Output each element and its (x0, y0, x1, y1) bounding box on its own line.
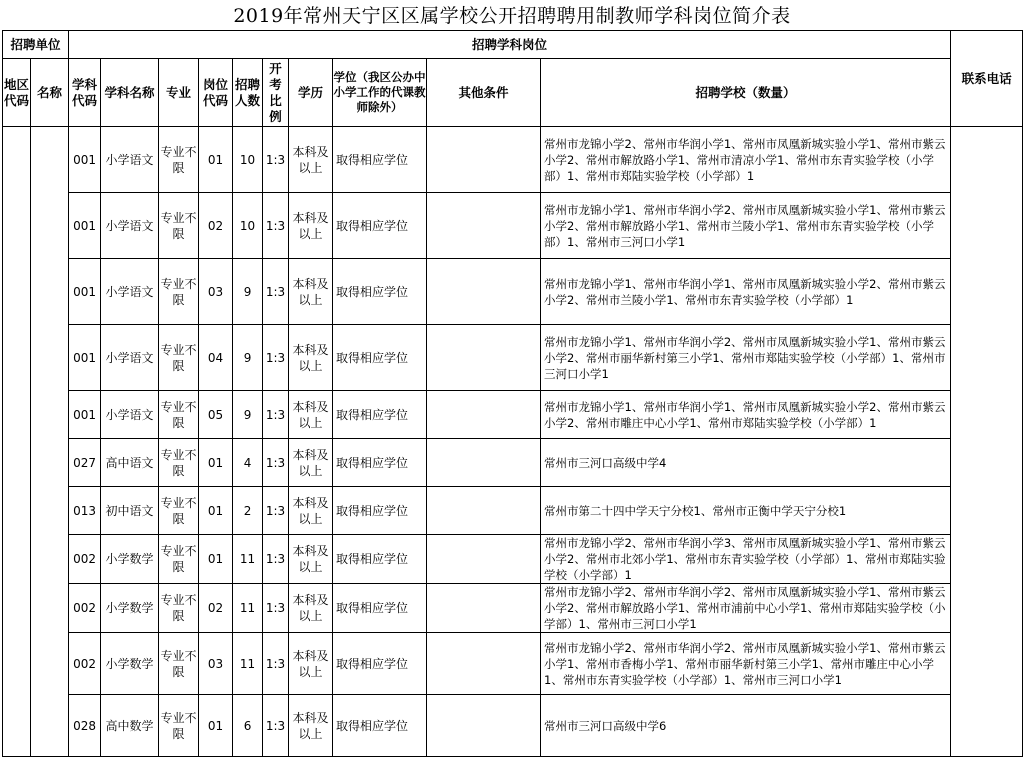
header-contact-phone: 联系电话 (951, 31, 1023, 127)
cell-degree: 取得相应学位 (333, 584, 427, 633)
cell-major: 专业不限 (159, 487, 199, 535)
cell-ratio: 1:3 (263, 487, 289, 535)
cell-other-conditions (427, 439, 541, 487)
cell-degree: 取得相应学位 (333, 439, 427, 487)
recruitment-table (2, 30, 1023, 757)
cell-education: 本科及以上 (289, 325, 333, 391)
cell-ratio: 1:3 (263, 127, 289, 193)
cell-education: 本科及以上 (289, 193, 333, 259)
cell-subject-code: 001 (69, 391, 101, 439)
cell-ratio: 1:3 (263, 193, 289, 259)
cell-ratio: 1:3 (263, 391, 289, 439)
header-area-code: 地区代码 (3, 59, 31, 127)
table-row (3, 391, 1023, 439)
cell-post-code: 03 (199, 633, 233, 695)
cell-ratio: 1:3 (263, 259, 289, 325)
cell-other-conditions (427, 193, 541, 259)
table-row (3, 259, 1023, 325)
cell-hires: 11 (233, 584, 263, 633)
cell-subject-name: 初中语文 (101, 487, 159, 535)
cell-post-code: 01 (199, 487, 233, 535)
cell-other-conditions (427, 487, 541, 535)
cell-hires: 10 (233, 127, 263, 193)
cell-degree: 取得相应学位 (333, 325, 427, 391)
cell-subject-name: 小学数学 (101, 535, 159, 584)
cell-hires: 6 (233, 695, 263, 757)
table-row (3, 193, 1023, 259)
cell-degree: 取得相应学位 (333, 633, 427, 695)
cell-major: 专业不限 (159, 325, 199, 391)
cell-ratio: 1:3 (263, 633, 289, 695)
cell-ratio: 1:3 (263, 695, 289, 757)
cell-major: 专业不限 (159, 193, 199, 259)
cell-education: 本科及以上 (289, 584, 333, 633)
cell-subject-code: 002 (69, 535, 101, 584)
header-recruiting-post: 招聘学科岗位 (69, 31, 951, 59)
table-row (3, 584, 1023, 633)
cell-education: 本科及以上 (289, 487, 333, 535)
cell-subject-name: 小学语文 (101, 259, 159, 325)
cell-degree: 取得相应学位 (333, 127, 427, 193)
cell-schools: 常州市龙锦小学1、常州市华润小学2、常州市凤凰新城实验小学1、常州市紫云小学2、常州市解放路小学1、常州市兰陵小学1、常州市东青实验学校（小学部）1、常州市三河口小学1 (541, 193, 951, 259)
cell-other-conditions (427, 127, 541, 193)
cell-hires: 2 (233, 487, 263, 535)
header-major: 专业 (159, 59, 199, 127)
cell-major: 专业不限 (159, 584, 199, 633)
cell-post-code: 05 (199, 391, 233, 439)
cell-post-code: 01 (199, 535, 233, 584)
cell-education: 本科及以上 (289, 391, 333, 439)
cell-subject-code: 001 (69, 259, 101, 325)
cell-education: 本科及以上 (289, 695, 333, 757)
cell-subject-code: 027 (69, 439, 101, 487)
cell-degree: 取得相应学位 (333, 259, 427, 325)
header-subject-code: 学科代码 (69, 59, 101, 127)
cell-major: 专业不限 (159, 695, 199, 757)
cell-other-conditions (427, 695, 541, 757)
cell-other-conditions (427, 325, 541, 391)
cell-subject-name: 高中语文 (101, 439, 159, 487)
table-row (3, 487, 1023, 535)
cell-degree: 取得相应学位 (333, 695, 427, 757)
cell-degree: 取得相应学位 (333, 193, 427, 259)
cell-subject-code: 002 (69, 633, 101, 695)
cell-schools: 常州市龙锦小学1、常州市华润小学1、常州市凤凰新城实验小学2、常州市紫云小学2、常州市雕庄中心小学1、常州市郑陆实验学校（小学部）1 (541, 391, 951, 439)
cell-degree: 取得相应学位 (333, 391, 427, 439)
cell-hires: 9 (233, 259, 263, 325)
header-education: 学历 (289, 59, 333, 127)
cell-major: 专业不限 (159, 259, 199, 325)
cell-subject-name: 小学数学 (101, 633, 159, 695)
header-recruiting-unit: 招聘单位 (3, 31, 69, 59)
cell-subject-code: 001 (69, 127, 101, 193)
cell-other-conditions (427, 584, 541, 633)
page-title: 2019年常州天宁区区属学校公开招聘聘用制教师学科岗位简介表 (233, 5, 791, 27)
header-subject-name: 学科名称 (101, 59, 159, 127)
cell-post-code: 01 (199, 439, 233, 487)
cell-name (31, 127, 69, 757)
cell-major: 专业不限 (159, 439, 199, 487)
cell-education: 本科及以上 (289, 259, 333, 325)
cell-ratio: 1:3 (263, 535, 289, 584)
cell-subject-name: 小学语文 (101, 391, 159, 439)
header-degree: 学位（我区公办中小学工作的代课教师除外） (333, 59, 427, 127)
cell-schools: 常州市龙锦小学2、常州市华润小学2、常州市凤凰新城实验小学1、常州市紫云小学2、常州市解放路小学1、常州市浦前中心小学1、常州市郑陆实验学校（小学部）1、常州市三河口小学1 (541, 584, 951, 633)
cell-other-conditions (427, 391, 541, 439)
cell-subject-code: 013 (69, 487, 101, 535)
cell-major: 专业不限 (159, 535, 199, 584)
cell-subject-code: 001 (69, 193, 101, 259)
table-row (3, 535, 1023, 584)
cell-education: 本科及以上 (289, 535, 333, 584)
cell-ratio: 1:3 (263, 325, 289, 391)
cell-other-conditions (427, 535, 541, 584)
cell-education: 本科及以上 (289, 439, 333, 487)
cell-major: 专业不限 (159, 391, 199, 439)
cell-subject-name: 小学数学 (101, 584, 159, 633)
cell-hires: 11 (233, 633, 263, 695)
cell-post-code: 02 (199, 584, 233, 633)
cell-area-code (3, 127, 31, 757)
table-row (3, 127, 1023, 193)
cell-schools: 常州市龙锦小学1、常州市华润小学2、常州市凤凰新城实验小学1、常州市紫云小学2、常州市丽华新村第三小学1、常州市郑陆实验学校（小学部）1、常州市三河口小学1 (541, 325, 951, 391)
cell-hires: 9 (233, 391, 263, 439)
cell-subject-code: 001 (69, 325, 101, 391)
cell-education: 本科及以上 (289, 127, 333, 193)
cell-other-conditions (427, 259, 541, 325)
header-schools: 招聘学校（数量） (541, 59, 951, 127)
table-row (3, 695, 1023, 757)
header-other-conditions: 其他条件 (427, 59, 541, 127)
header-hires: 招聘人数 (233, 59, 263, 127)
cell-ratio: 1:3 (263, 439, 289, 487)
cell-schools: 常州市第二十四中学天宁分校1、常州市正衡中学天宁分校1 (541, 487, 951, 535)
cell-hires: 11 (233, 535, 263, 584)
cell-hires: 9 (233, 325, 263, 391)
cell-education: 本科及以上 (289, 633, 333, 695)
cell-post-code: 02 (199, 193, 233, 259)
cell-schools: 常州市龙锦小学2、常州市华润小学3、常州市凤凰新城实验小学1、常州市紫云小学2、常州市北郊小学1、常州市东青实验学校（小学部）1、常州市郑陆实验学校（小学部）1 (541, 535, 951, 584)
cell-subject-name: 小学语文 (101, 325, 159, 391)
cell-post-code: 04 (199, 325, 233, 391)
cell-ratio: 1:3 (263, 584, 289, 633)
cell-hires: 4 (233, 439, 263, 487)
cell-subject-code: 028 (69, 695, 101, 757)
cell-post-code: 03 (199, 259, 233, 325)
header-ratio: 开考比例 (263, 59, 289, 127)
cell-subject-name: 高中数学 (101, 695, 159, 757)
cell-post-code: 01 (199, 695, 233, 757)
cell-schools: 常州市三河口高级中学4 (541, 439, 951, 487)
cell-major: 专业不限 (159, 127, 199, 193)
cell-post-code: 01 (199, 127, 233, 193)
cell-schools: 常州市龙锦小学1、常州市华润小学1、常州市凤凰新城实验小学2、常州市紫云小学2、常州市兰陵小学1、常州市东青实验学校（小学部）1 (541, 259, 951, 325)
cell-major: 专业不限 (159, 633, 199, 695)
cell-degree: 取得相应学位 (333, 535, 427, 584)
cell-schools: 常州市三河口高级中学6 (541, 695, 951, 757)
cell-degree: 取得相应学位 (333, 487, 427, 535)
cell-subject-code: 002 (69, 584, 101, 633)
header-post-code: 岗位代码 (199, 59, 233, 127)
table-row (3, 325, 1023, 391)
cell-contact-phone (951, 127, 1023, 757)
cell-subject-name: 小学语文 (101, 127, 159, 193)
cell-schools: 常州市龙锦小学2、常州市华润小学1、常州市凤凰新城实验小学1、常州市紫云小学2、常州市解放路小学1、常州市清凉小学1、常州市东青实验学校（小学部）1、常州市郑陆实验学校（小学部）1 (541, 127, 951, 193)
cell-other-conditions (427, 633, 541, 695)
header-name: 名称 (31, 59, 69, 127)
table-row (3, 439, 1023, 487)
table-row (3, 633, 1023, 695)
cell-subject-name: 小学语文 (101, 193, 159, 259)
cell-schools: 常州市龙锦小学2、常州市华润小学2、常州市凤凰新城实验小学1、常州市紫云小学1、常州市香梅小学1、常州市丽华新村第三小学1、常州市雕庄中心小学1、常州市东青实验学校（小学部）1、常州市三河口小学1 (541, 633, 951, 695)
cell-hires: 10 (233, 193, 263, 259)
